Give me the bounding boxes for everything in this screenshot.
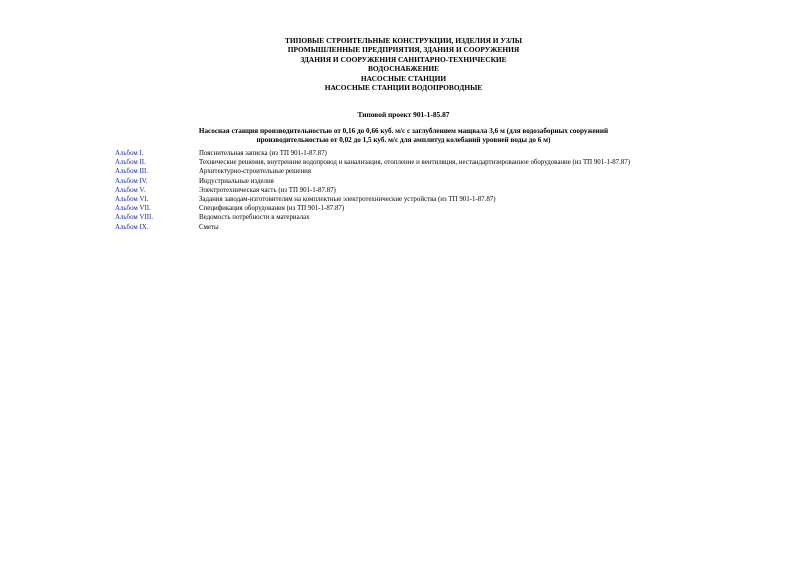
album-row [115, 204, 715, 213]
album-row [115, 177, 715, 186]
heading-line: ЗДАНИЯ И СООРУЖЕНИЯ САНИТАРНО-ТЕХНИЧЕСКИЕ [300, 54, 507, 64]
album-link-3[interactable]: Альбом III. [115, 168, 149, 176]
album-row [115, 158, 715, 167]
heading-line: НАСОСНЫЕ СТАНЦИИ [360, 73, 447, 83]
album-link-1[interactable]: Альбом I. [115, 150, 144, 157]
album-row [115, 186, 715, 195]
heading-line: НАСОСНЫЕ СТАНЦИИ ВОДОПРОВОДНЫЕ [324, 83, 483, 93]
album-description: Электротехническая часть (из ТП 901-1-87.87) [199, 186, 336, 194]
album-row [115, 195, 715, 204]
album-description: Сметы [199, 223, 219, 231]
project-number: Типовой проект 901-1-85.87 [357, 110, 450, 119]
album-description: Технические решения, внутренние водопровод и канализация, отопление и вентиляция, нестандартизированное оборудование (из ТП 901-1-87.87) [199, 159, 631, 167]
album-link-9[interactable]: Альбом IX. [115, 223, 149, 231]
album-description: Пояснительная записка (из ТП 901-1-87.87) [199, 150, 327, 157]
project-title [0, 127, 807, 146]
album-link-2[interactable]: Альбом II. [115, 159, 146, 167]
album-description: Архитектурно-строительные решения [199, 168, 312, 176]
album-link-8[interactable]: Альбом VIII. [115, 214, 154, 222]
album-description: Спецификация оборудования (из ТП 901-1-87.87) [199, 205, 345, 213]
album-row [115, 149, 715, 158]
heading-line: ТИПОВЫЕ СТРОИТЕЛЬНЫЕ КОНСТРУКЦИИ, ИЗДЕЛИЯ И УЗЛЫ [284, 36, 523, 45]
classification-headings [0, 36, 807, 92]
album-row [115, 223, 715, 232]
album-description: Индустриальные изделия [199, 177, 274, 185]
heading-line: ВОДОСНАБЖЕНИЕ [367, 64, 440, 74]
heading-line: ПРОМЫШЛЕННЫЕ ПРЕДПРИЯТИЯ, ЗДАНИЯ И СООРУЖЕНИЯ [287, 45, 520, 55]
album-link-4[interactable]: Альбом IV. [115, 177, 148, 185]
project-title-line: производительностью от 0,02 до 1,5 куб. м/с для амплитуд колебаний уровней воды до 6 м) [256, 136, 551, 145]
album-link-6[interactable]: Альбом VI. [115, 195, 149, 203]
album-row [115, 167, 715, 176]
album-link-5[interactable]: Альбом V. [115, 186, 146, 194]
album-list [115, 149, 715, 232]
project-title-line: Насосная станция производительностью от 0,16 до 0,66 куб. м/с с заглублением мащвала 3,6 м (для водозаборных сооружений [198, 127, 609, 135]
album-description: Ведомость потребности в материалах [199, 214, 310, 222]
album-description: Задания заводам-изготовителям на комплектные электротехнические устройства (из ТП 901-1-87.87) [199, 195, 496, 203]
album-link-7[interactable]: Альбом VII. [115, 205, 151, 213]
album-row [115, 213, 715, 222]
